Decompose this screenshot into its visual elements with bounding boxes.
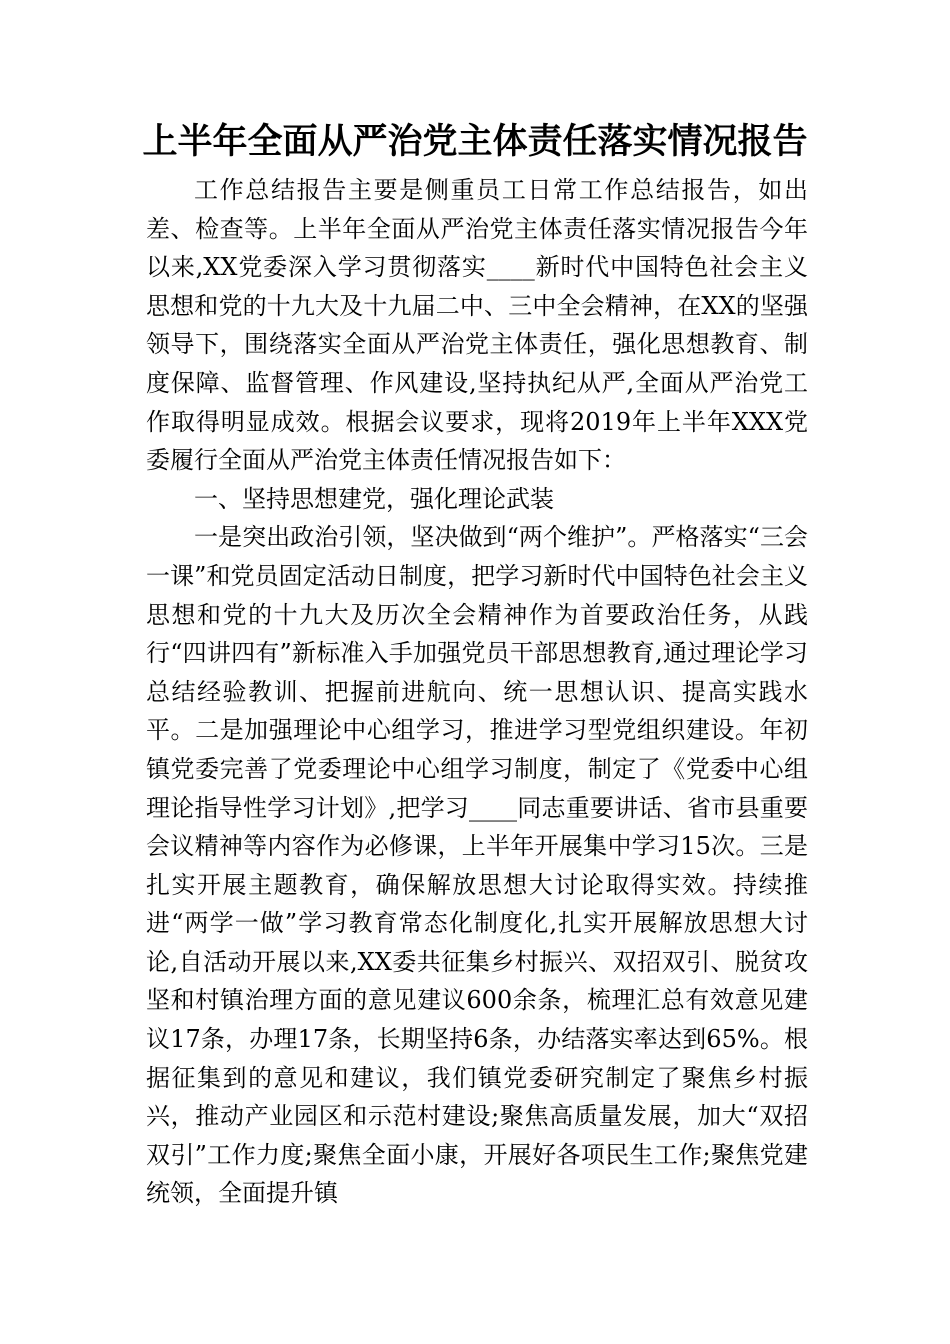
- paragraph-section-1: 一是突出政治引领，坚决做到“两个维护”。严格落实“三会一课”和党员固定活动日制度，把学习新时代中国特色社会主义思想和党的十九大及历次全会精神作为首要政治任务，从践行“四讲四有”新标准入手加强党员干部思想教育,通过理论学习总结经验教训、把握前进航向、统一思想认识、提高实践水平。二是加强理论中心组学习，推进学习型党组织建设。年初镇党委完善了党委理论中心组学习制度，制定了《党委中心组理论指导性学习计划》,把学习____同志重要讲话、省市县重要会议精神等内容作为必修课，上半年开展集中学习15次。三是扎实开展主题教育，确保解放思想大讨论取得实效。持续推进“两学一做”学习教育常态化制度化,扎实开展解放思想大讨论,自活动开展以来,XX委共征集乡村振兴、双招双引、脱贫攻坚和村镇治理方面的意见建议600余条，梳理汇总有效意见建议17条，办理17条，长期坚持6条，办结落实率达到65%。根据征集到的意见和建议，我们镇党委研究制定了聚焦乡村振兴，推动产业园区和示范村建设;聚焦高质量发展，加大“双招双引”工作力度;聚焦全面小康，开展好各项民生工作;聚焦党建统领，全面提升镇: [146, 523, 808, 1208]
- section-heading-1: 一、坚持思想建党，强化理论武装: [194, 484, 554, 513]
- document-title: 上半年全面从严治党主体责任落实情况报告: [142, 122, 808, 162]
- paragraph-intro: 工作总结报告主要是侧重员工日常工作总结报告，如出差、检查等。上半年全面从严治党主体责任落实情况报告今年以来,XX党委深入学习贯彻落实____新时代中国特色社会主义思想和党的十九大及十九届二中、三中全会精神，在XX的坚强领导下，围绕落实全面从严治党主体责任，强化思想教育、制度保障、监督管理、作风建设,坚持执纪从严,全面从严治党工作取得明显成效。根据会议要求，现将2019年上半年XXX党委履行全面从严治党主体责任情况报告如下：: [146, 176, 808, 475]
- document-body: [146, 171, 808, 1213]
